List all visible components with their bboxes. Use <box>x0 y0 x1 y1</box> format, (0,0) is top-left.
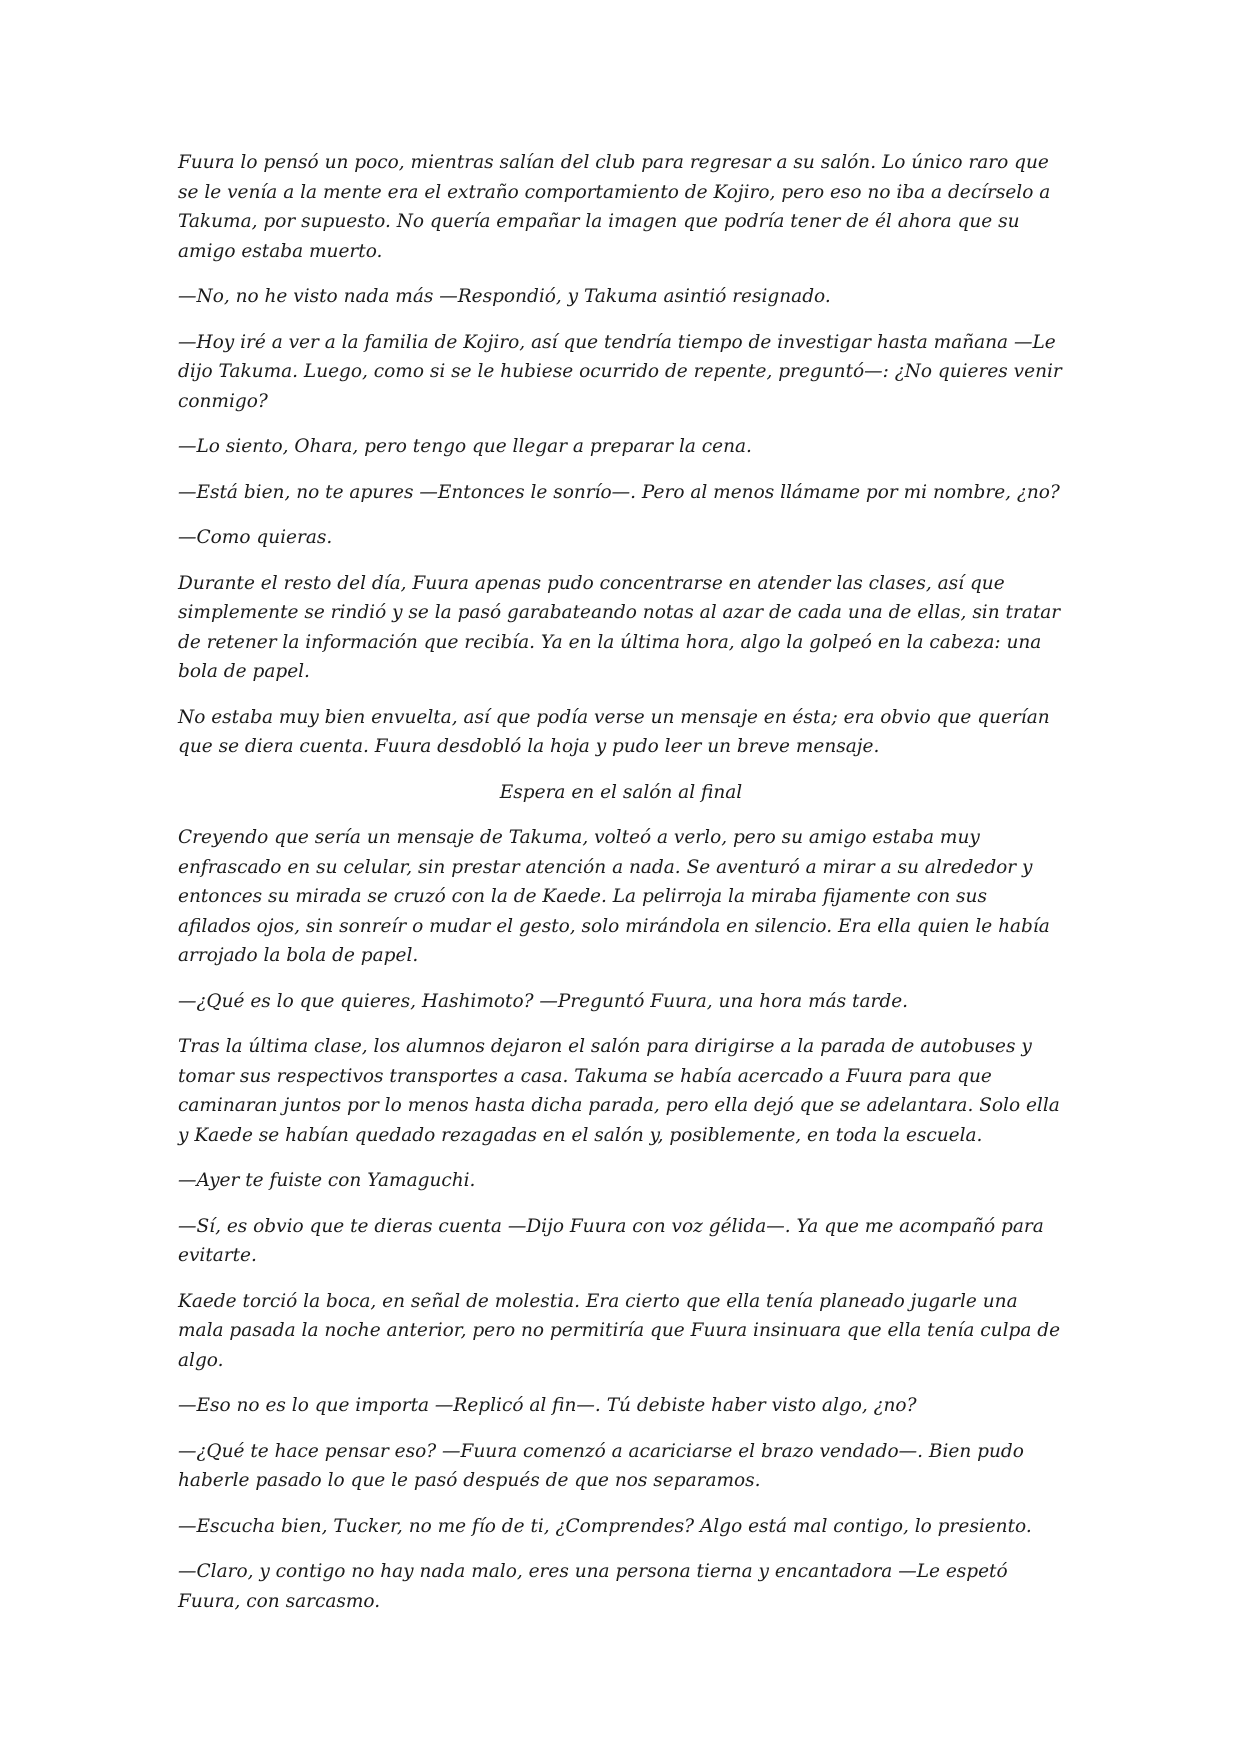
dialogue-line: —¿Qué te hace pensar eso? —Fuura comenzó a acariciarse el brazo vendado—. Bien pudo haberle pasado lo que le pasó después de que nos separamos. <box>178 1440 1024 1491</box>
paragraph: Tras la última clase, los alumnos dejaron el salón para dirigirse a la parada de autobuses y tomar sus respectivos transportes a casa. Takuma se había acercado a Fuura para que caminaran juntos por lo menos hasta dicha parada, pero ella dejó que se adelantara. Solo ella y Kaede se habían quedado rezagadas en el salón y, posiblemente, en toda la escuela. <box>178 1036 1060 1146</box>
dialogue-line: —Escucha bien, Tucker, no me fío de ti, ¿Comprendes? Algo está mal contigo, lo presiento. <box>178 1515 1032 1537</box>
dialogue-line: —Eso no es lo que importa —Replicó al fin—. Tú debiste haber visto algo, ¿no? <box>178 1395 917 1416</box>
document-page <box>178 148 1064 1632</box>
paragraph: Kaede torció la boca, en señal de molestia. Era cierto que ella tenía planeado jugarle una mala pasada la noche anterior, pero no permitiría que Fuura insinuara que ella tenía culpa de algo. <box>178 1290 1061 1371</box>
note-message: Espera en el salón al final <box>499 781 743 803</box>
paragraph: Creyendo que sería un mensaje de Takuma, volteó a verlo, pero su amigo estaba muy enfrascado en su celular, sin prestar atención a nada. Se aventuró a mirar a su alrededor y entonces su mirada se cruzó con la de Kaede. La pelirroja la miraba fijamente con sus afilados ojos, sin sonreír o mudar el gesto, solo mirándola en silencio. Era ella quien le había arrojado la bola de papel. <box>178 827 1050 966</box>
dialogue-line: —Está bien, no te apures —Entonces le sonrío—. Pero al menos llámame por mi nombre, ¿no? <box>178 481 1060 503</box>
paragraph: Durante el resto del día, Fuura apenas pudo concentrarse en atender las clases, así que simplemente se rindió y se la pasó garabateando notas al azar de cada una de ellas, sin tratar de retener la información que recibía. Ya en la última hora, algo la golpeó en la cabeza: una bola de papel. <box>178 572 1061 682</box>
dialogue-line: —Sí, es obvio que te dieras cuenta —Dijo Fuura con voz gélida—. Ya que me acompañó para evitarte. <box>178 1215 1044 1266</box>
dialogue-line: —Hoy iré a ver a la familia de Kojiro, así que tendría tiempo de investigar hasta mañana —Le dijo Takuma. Luego, como si se le hubiese ocurrido de repente, preguntó—: ¿No quieres venir conmigo? <box>178 331 1062 412</box>
dialogue-line: —Ayer te fuiste con Yamaguchi. <box>178 1170 476 1191</box>
paragraph: Fuura lo pensó un poco, mientras salían del club para regresar a su salón. Lo único raro que se le venía a la mente era el extraño comportamiento de Kojiro, pero eso no iba a decírselo a Takuma, por supuesto. No quería empañar la imagen que podría tener de él ahora que su amigo estaba muerto. <box>178 152 1051 262</box>
dialogue-line: —No, no he visto nada más —Respondió, y Takuma asintió resignado. <box>178 286 831 307</box>
dialogue-line: —Claro, y contigo no hay nada malo, eres una persona tierna y encantadora —Le espetó Fuura, con sarcasmo. <box>178 1561 1008 1612</box>
dialogue-line: —Lo siento, Ohara, pero tengo que llegar a preparar la cena. <box>178 436 752 457</box>
paragraph: No estaba muy bien envuelta, así que podía verse un mensaje en ésta; era obvio que querían que se diera cuenta. Fuura desdobló la hoja y pudo leer un breve mensaje. <box>178 706 1050 757</box>
dialogue-line: —Como quieras. <box>178 527 333 548</box>
dialogue-line: —¿Qué es lo que quieres, Hashimoto? —Preguntó Fuura, una hora más tarde. <box>178 990 909 1012</box>
